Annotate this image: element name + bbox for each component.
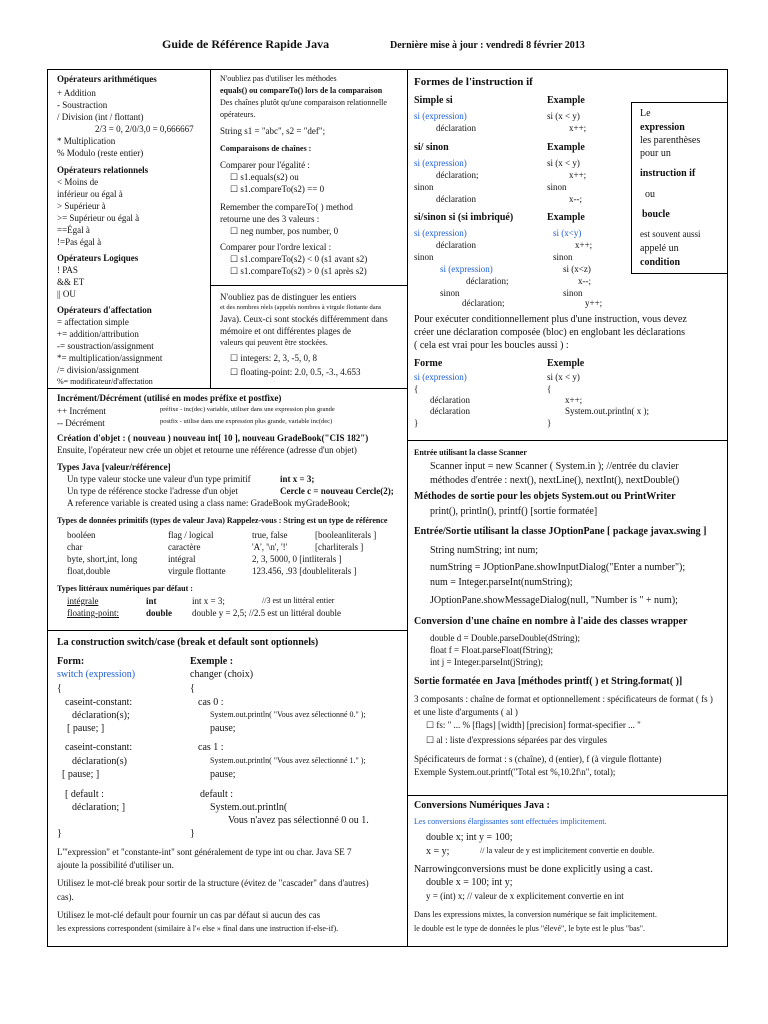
types-title: Types Java [valeur/référence]: [57, 462, 171, 472]
literals-cell: int x = 3;: [192, 596, 225, 606]
sidenote-line: expression: [640, 122, 685, 133]
switch-form-label: Form:: [57, 656, 85, 667]
numbers-line: ☐ floating-point: 2.0, 0.5, -3., 4.653: [230, 367, 361, 377]
numbers-line: N'oubliez pas de distinguer les entiers: [220, 292, 357, 302]
incdec-line: préfixe - inc(dec) variable, utiliser dans une expression plus grande: [160, 406, 335, 413]
relational-line: inférieur ou égal à: [57, 189, 123, 199]
assign-line: *= multiplication/assignment: [57, 353, 163, 363]
switch-right-line: System.out.println(: [210, 802, 288, 813]
joptionpane-line: JOptionPane.showMessageDialog(null, "Number is " + num);: [430, 595, 678, 606]
divider: [407, 795, 728, 796]
switch-left-line: déclaration(s): [72, 756, 127, 767]
switch-right-line: }: [190, 828, 195, 839]
arith-line: * Multiplication: [57, 136, 116, 146]
relational-line: ==Égal à: [57, 225, 90, 235]
if-block: si (expression): [414, 372, 467, 382]
arith-line: % Modulo (reste entier): [57, 148, 144, 158]
sidenote-line: appelé un: [640, 243, 679, 254]
sidenote-line: condition: [640, 257, 681, 268]
primitive-cell: char: [67, 542, 83, 552]
strings-line: Remember the compareTo( ) method: [220, 202, 353, 212]
relational-line: >= Supérieur ou égal à: [57, 213, 140, 223]
if-code: x++;: [569, 170, 587, 180]
if-code: si (x < y): [547, 111, 580, 121]
strings-line: ☐ s1.compareTo(s2) > 0 (s1 après s2): [230, 266, 367, 276]
if-code: sinon: [414, 252, 434, 262]
primitive-cell: 123.456, .93 [doubleliterals ]: [252, 566, 357, 576]
relational-line: > Supérieur à: [57, 201, 106, 211]
wrapper-line: float f = Float.parseFloat(fString);: [430, 645, 554, 655]
assign-line: += addition/attribution: [57, 329, 139, 339]
scanner-line: Scanner input = new Scanner ( System.in ); //entrée du clavier: [430, 461, 679, 472]
if-code: déclaration;: [466, 276, 509, 286]
printf-title: Sortie formatée en Java [méthodes printf( ) et String.format( )]: [414, 676, 683, 687]
switch-left-line: }: [57, 828, 62, 839]
switch-left-line: [ default :: [65, 789, 104, 800]
relational-line: !=Pas égal à: [57, 237, 102, 247]
if-code: si (expression): [414, 158, 467, 168]
strings-line: String s1 = "abc", s2 = "def";: [220, 126, 326, 136]
switch-left-line: caseint-constant:: [65, 742, 133, 753]
strings-line: Comparaisons de chaînes :: [220, 144, 312, 153]
switch-title: La construction switch/case (break et default sont optionnels): [57, 637, 319, 648]
strings-line: ☐ s1.equals(s2) ou: [230, 172, 299, 182]
if-example-label: Example: [547, 212, 585, 223]
logical-title: Opérateurs Logiques: [57, 253, 139, 263]
primitive-cell: [charliterals ]: [315, 542, 364, 552]
strings-line: opérateurs.: [220, 110, 256, 119]
switch-note: les expressions correspondent (similaire à l'« else » final dans une instruction if-else-if).: [57, 924, 339, 933]
switch-left-line: déclaration; ]: [72, 802, 126, 813]
assign-line: %= modificateur/d'affectation: [57, 377, 153, 386]
switch-left-line: [ pause; ]: [62, 769, 100, 780]
divider: [47, 630, 407, 631]
switch-right-line: cas 0 :: [198, 697, 224, 708]
types-line: int x = 3;: [280, 474, 315, 484]
numbers-line: valeurs qui peuvent être stockées.: [220, 338, 328, 347]
strings-line: ☐ s1.compareTo(s2) < 0 (s1 avant s2): [230, 254, 368, 264]
conversions-line: double x = 100; int y;: [426, 877, 513, 888]
strings-line: equals() ou compareTo() lors de la comparaison: [220, 86, 383, 95]
logical-line: || OU: [57, 289, 76, 299]
if-note: Pour exécuter conditionnellement plus d'une instruction, vous devez: [414, 314, 687, 325]
if-code: déclaration: [436, 194, 476, 204]
if-block: {: [547, 384, 552, 394]
if-code: sinon: [553, 252, 573, 262]
printf-line: 3 composants : chaîne de format et optionnellement : spécificateurs de format ( fs ): [414, 694, 713, 704]
if-code: y++;: [585, 298, 603, 308]
switch-right-line: System.out.println( "Vous avez sélectionné 1." );: [210, 756, 366, 765]
joptionpane-line: String numString; int num;: [430, 545, 539, 556]
numbers-line: et des nombres réels (appelés nombres à virgule flottante dans: [220, 304, 382, 311]
divider: [407, 440, 728, 441]
scanner-line: méthodes d'entrée : next(), nextLine(), nextInt(), nextDouble(): [430, 475, 680, 486]
sidenote-line: les parenthèses: [640, 135, 701, 146]
if-note: créer une déclaration composée (bloc) en englobant les déclarations: [414, 327, 685, 338]
if-code: si (x < y): [547, 158, 580, 168]
if-code: déclaration;: [462, 298, 505, 308]
arith-line: / Division (int / flottant): [57, 112, 144, 122]
primitive-cell: 'A', '\n', '!': [252, 542, 288, 552]
switch-right-line: changer (choix): [190, 669, 254, 680]
wrapper-line: int j = Integer.parseInt(jString);: [430, 657, 544, 667]
arith-line: + Addition: [57, 88, 96, 98]
conversions-line: // la valeur de y est implicitement convertie en double.: [480, 846, 655, 855]
if-example-label: Exemple: [547, 358, 585, 369]
if-code: déclaration: [436, 123, 476, 133]
primitive-cell: intégral: [168, 554, 196, 564]
if-title: Formes de l'instruction if: [414, 76, 533, 88]
strings-line: Des chaînes plutôt qu'une comparaison relationnelle: [220, 98, 387, 107]
literals-cell: //3 est un littéral entier: [262, 596, 335, 605]
output-title: Méthodes de sortie pour les objets System.out ou PrintWriter: [414, 491, 676, 502]
wrapper-title: Conversion d'une chaîne en nombre à l'aide des classes wrapper: [414, 616, 688, 627]
types-line: Cercle c = nouveau Cercle(2);: [280, 486, 394, 496]
if-code: sinon: [563, 288, 583, 298]
strings-line: Comparer pour l'égalité :: [220, 160, 310, 170]
if-code: si (expression): [414, 111, 467, 121]
numbers-line: Java). Ceux-ci sont stockés différemment dans: [220, 314, 388, 324]
switch-note: cas).: [57, 892, 74, 902]
primitive-title: Types de données primitifs (types de valeur Java) Rappelez-vous : String est un type de référence: [57, 516, 388, 525]
logical-line: ! PAS: [57, 265, 78, 275]
if-code: x--;: [578, 276, 591, 286]
primitive-cell: [booleanliterals ]: [315, 530, 377, 540]
printf-line: ☐ fs: " ... % [flags] [width] [precision] format-specifier ... ": [426, 720, 641, 730]
arith-line: 2/3 = 0, 2/0/3,0 = 0,666667: [95, 124, 194, 134]
objects-line: Ensuite, l'opérateur new crée un objet et retourne une référence (adresse d'un objet): [57, 445, 357, 455]
if-block: }: [547, 418, 552, 428]
incdec-line: -- Décrément: [57, 418, 105, 428]
incdec-title: Incrément/Décrément (utilisé en modes préfixe et postfixe): [57, 393, 282, 403]
primitive-cell: float,double: [67, 566, 111, 576]
switch-left-line: [ pause; ]: [67, 723, 105, 734]
conversions-title: Conversions Numériques Java :: [414, 800, 550, 811]
if-block: System.out.println( x );: [565, 406, 649, 416]
switch-example-label: Exemple :: [190, 656, 234, 667]
if-code: si (expression): [414, 228, 467, 238]
conversions-line: double x; int y = 100;: [426, 832, 513, 843]
if-block: x++;: [565, 395, 583, 405]
literals-cell: floating-point:: [67, 608, 119, 618]
strings-line: ☐ neg number, pos number, 0: [230, 226, 339, 236]
switch-right-line: pause;: [210, 769, 236, 780]
if-code: x--;: [569, 194, 582, 204]
if-block: déclaration: [430, 406, 470, 416]
assign-title: Opérateurs d'affectation: [57, 305, 152, 315]
conversions-line: Dans les expressions mixtes, la conversion numérique se fait implicitement.: [414, 910, 657, 919]
sidenote-line: pour un: [640, 148, 671, 159]
joptionpane-title: Entrée/Sortie utilisant la classe JOptionPane [ package javax.swing ]: [414, 526, 707, 537]
if-code: sinon: [547, 182, 567, 192]
literals-cell: intégrale: [67, 596, 99, 606]
column-divider: [407, 69, 408, 947]
divider: [47, 388, 407, 389]
if-code: déclaration: [436, 240, 476, 250]
if-simple-label: Simple si: [414, 95, 453, 106]
sidenote-line: instruction if: [640, 168, 696, 179]
strings-line: ☐ s1.compareTo(s2) == 0: [230, 184, 325, 194]
switch-right-line: pause;: [210, 723, 236, 734]
if-code: x++;: [575, 240, 593, 250]
if-note: ( cela est vrai pour les boucles aussi ) :: [414, 340, 569, 351]
arith-title: Opérateurs arithmétiques: [57, 74, 157, 84]
primitive-cell: booléen: [67, 530, 96, 540]
switch-right-line: {: [190, 683, 195, 694]
switch-note: ajoute la possibilité d'utiliser un.: [57, 860, 174, 870]
if-code: déclaration;: [436, 170, 479, 180]
printf-line: ☐ al : liste d'expressions séparées par des virgules: [426, 735, 607, 745]
if-code: si (expression): [440, 264, 493, 274]
if-code: si (x<y): [553, 228, 582, 238]
objects-line: Création d'objet : ( nouveau ) nouveau int[ 10 ], nouveau GradeBook("CIS 182"): [57, 433, 369, 443]
incdec-line: ++ Incrément: [57, 406, 106, 416]
last-update: Dernière mise à jour : vendredi 8 février 2013: [390, 40, 585, 51]
incdec-line: postfix - utilise dans une expression plus grande, variable inc(dec): [160, 418, 333, 425]
assign-line: -= soustraction/assignment: [57, 341, 154, 351]
conversions-line: x = y;: [426, 846, 450, 857]
switch-left-line: {: [57, 683, 62, 694]
if-form-label: Forme: [414, 358, 443, 369]
literals-cell: double: [146, 608, 173, 618]
types-line: A reference variable is created using a class name: GradeBook myGradeBook;: [67, 498, 350, 508]
printf-line: Spécificateurs de format : s (chaîne), d (entier), f (à virgule flottante): [414, 754, 662, 764]
switch-left-line: déclaration(s);: [72, 710, 130, 721]
switch-right-line: cas 1 :: [198, 742, 224, 753]
primitive-cell: caractère: [168, 542, 201, 552]
assign-line: /= division/assignment: [57, 365, 139, 375]
conversions-line: Les conversions élargissantes sont effectuées implicitement.: [414, 817, 607, 826]
primitive-cell: 2, 3, 5000, 0 [intliterals ]: [252, 554, 342, 564]
if-block: déclaration: [430, 395, 470, 405]
types-line: Un type valeur stocke une valeur d'un type primitif: [67, 474, 251, 484]
strings-line: N'oubliez pas d'utiliser les méthodes: [220, 74, 337, 83]
literals-title: Types littéraux numériques par défaut :: [57, 584, 193, 593]
sidenote-line: est souvent aussi: [640, 229, 701, 239]
printf-line: Exemple System.out.printf("Total est %,10.2f\n", total);: [414, 767, 616, 777]
joptionpane-line: numString = JOptionPane.showInputDialog("Enter a number");: [430, 562, 686, 573]
strings-line: Comparer pour l'ordre lexical :: [220, 242, 332, 252]
literals-cell: double y = 2,5; //2.5 est un littéral double: [192, 608, 342, 618]
sidenote-line: ou: [645, 189, 655, 200]
scanner-title: Entrée utilisant la classe Scanner: [414, 448, 527, 457]
if-block: }: [414, 418, 419, 428]
if-block: si (x < y): [547, 372, 580, 382]
switch-right-line: System.out.println( "Vous avez sélectionné 0." );: [210, 710, 366, 719]
primitive-cell: byte, short,int, long: [67, 554, 138, 564]
primitive-cell: virgule flottante: [168, 566, 226, 576]
switch-left-line: switch (expression): [57, 669, 136, 680]
conversions-line: le double est le type de données le plus "élevé", le byte est le plus "bas".: [414, 924, 645, 933]
if-code: x++;: [569, 123, 587, 133]
conversions-line: y = (int) x; // valeur de x explicitement convertie en int: [426, 891, 624, 901]
if-else-label: si/ sinon: [414, 142, 449, 153]
joptionpane-line: num = Integer.parseInt(numString);: [430, 577, 573, 588]
if-code: sinon: [440, 288, 460, 298]
primitive-cell: flag / logical: [168, 530, 214, 540]
if-block: {: [414, 384, 419, 394]
printf-line: et une liste d'arguments ( al ): [414, 707, 518, 717]
logical-line: && ET: [57, 277, 85, 287]
primitive-cell: true, false: [252, 530, 288, 540]
if-code: sinon: [414, 182, 434, 192]
switch-right-line: default :: [200, 789, 234, 800]
conversions-line: Narrowingconversions must be done explicitly using a cast.: [414, 864, 653, 875]
arith-line: - Soustraction: [57, 100, 108, 110]
switch-left-line: caseint-constant:: [65, 697, 133, 708]
sidenote-line: Le: [640, 108, 651, 119]
if-example-label: Example: [547, 142, 585, 153]
switch-note: Utilisez le mot-clé break pour sortir de la structure (évitez de "cascader" dans d'autres): [57, 878, 369, 888]
relational-line: < Moins de: [57, 177, 99, 187]
numbers-line: mémoire et ont différentes plages de: [220, 326, 352, 336]
literals-cell: int: [146, 596, 157, 606]
types-line: Un type de référence stocke l'adresse d'un objet: [67, 486, 238, 496]
numbers-line: ☐ integers: 2, 3, -5, 0, 8: [230, 353, 318, 363]
sidenote-line: boucle: [642, 209, 670, 220]
strings-line: retourne une des 3 valeurs :: [220, 214, 320, 224]
page-title: Guide de Référence Rapide Java: [162, 37, 330, 51]
divider: [210, 69, 211, 388]
if-nested-label: si/sinon si (si imbriqué): [414, 212, 514, 223]
wrapper-line: double d = Double.parseDouble(dString);: [430, 633, 581, 643]
switch-note: Utilisez le mot-clé default pour fournir un cas par défaut si aucun des cas: [57, 910, 321, 920]
assign-line: = affectation simple: [57, 317, 129, 327]
relational-title: Opérateurs relationnels: [57, 165, 149, 175]
if-code: si (x<z): [563, 264, 591, 274]
switch-right-line: Vous n'avez pas sélectionné 0 ou 1.: [228, 815, 369, 826]
if-example-label: Example: [547, 95, 585, 106]
switch-note: L'"expression" et "constante-int" sont généralement de type int ou char. Java SE 7: [57, 847, 352, 857]
output-line: print(), println(), printf() [sortie formatée]: [430, 506, 598, 517]
divider: [210, 285, 407, 286]
